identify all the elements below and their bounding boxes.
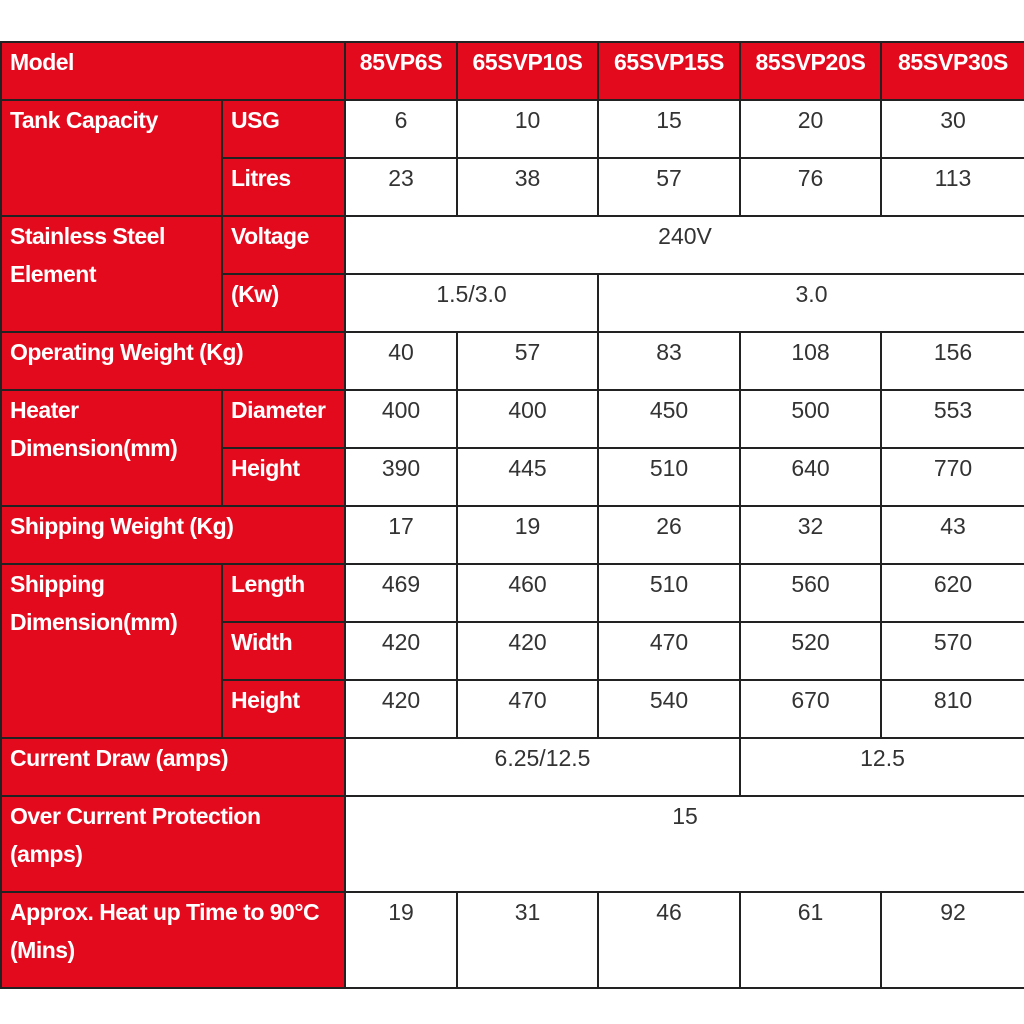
- model-header-label: Model: [1, 42, 345, 100]
- table-cell: 500: [740, 390, 881, 448]
- table-cell: 23: [345, 158, 457, 216]
- table-cell: 26: [598, 506, 740, 564]
- model-header: 85VP6S: [345, 42, 457, 100]
- table-cell: 620: [881, 564, 1024, 622]
- table-cell: 770: [881, 448, 1024, 506]
- current-draw-small: 6.25/12.5: [345, 738, 740, 796]
- table-cell: 30: [881, 100, 1024, 158]
- table-cell: 43: [881, 506, 1024, 564]
- table-cell: 156: [881, 332, 1024, 390]
- model-header: 65SVP15S: [598, 42, 740, 100]
- table-cell: 400: [345, 390, 457, 448]
- length-unit-label: Length: [222, 564, 345, 622]
- table-cell: 640: [740, 448, 881, 506]
- spec-table: [0, 41, 1024, 989]
- table-cell: 560: [740, 564, 881, 622]
- shipping-dimension-label: Shipping Dimension(mm): [1, 564, 222, 738]
- current-draw-row: [1, 738, 1024, 796]
- table-cell: 420: [457, 622, 598, 680]
- table-cell: 450: [598, 390, 740, 448]
- table-cell: 108: [740, 332, 881, 390]
- table-cell: 57: [457, 332, 598, 390]
- table-cell: 420: [345, 680, 457, 738]
- table-cell: 19: [457, 506, 598, 564]
- table-cell: 15: [598, 100, 740, 158]
- voltage-value: 240V: [345, 216, 1024, 274]
- table-cell: 469: [345, 564, 457, 622]
- height-unit-label: Height: [222, 448, 345, 506]
- voltage-unit-label: Voltage: [222, 216, 345, 274]
- shipping-weight-row: [1, 506, 1024, 564]
- table-cell: 61: [740, 892, 881, 988]
- kw-value-large: 3.0: [598, 274, 1024, 332]
- table-cell: 510: [598, 564, 740, 622]
- current-draw-large: 12.5: [740, 738, 1024, 796]
- over-current-value: 15: [345, 796, 1024, 892]
- model-header: 85SVP20S: [740, 42, 881, 100]
- element-label: Stainless Steel Element: [1, 216, 222, 332]
- element-voltage-row: [1, 216, 1024, 274]
- kw-value-small: 1.5/3.0: [345, 274, 598, 332]
- shipping-length-row: [1, 564, 1024, 622]
- table-cell: 20: [740, 100, 881, 158]
- tank-capacity-label: Tank Capacity: [1, 100, 222, 216]
- table-cell: 19: [345, 892, 457, 988]
- operating-weight-row: [1, 332, 1024, 390]
- table-cell: 553: [881, 390, 1024, 448]
- header-row: [1, 42, 1024, 100]
- table-cell: 32: [740, 506, 881, 564]
- shipping-height-unit-label: Height: [222, 680, 345, 738]
- table-cell: 470: [598, 622, 740, 680]
- table-cell: 520: [740, 622, 881, 680]
- model-header: 65SVP10S: [457, 42, 598, 100]
- table-cell: 10: [457, 100, 598, 158]
- table-cell: 113: [881, 158, 1024, 216]
- table-cell: 76: [740, 158, 881, 216]
- over-current-row: [1, 796, 1024, 892]
- table-cell: 6: [345, 100, 457, 158]
- current-draw-label: Current Draw (amps): [1, 738, 345, 796]
- table-cell: 460: [457, 564, 598, 622]
- table-cell: 38: [457, 158, 598, 216]
- heat-up-label: Approx. Heat up Time to 90°C (Mins): [1, 892, 345, 988]
- kw-unit-label: (Kw): [222, 274, 345, 332]
- heater-dimension-label: Heater Dimension(mm): [1, 390, 222, 506]
- table-cell: 17: [345, 506, 457, 564]
- width-unit-label: Width: [222, 622, 345, 680]
- table-cell: 31: [457, 892, 598, 988]
- table-cell: 400: [457, 390, 598, 448]
- over-current-label: Over Current Protection (amps): [1, 796, 345, 892]
- table-cell: 40: [345, 332, 457, 390]
- shipping-weight-label: Shipping Weight (Kg): [1, 506, 345, 564]
- model-header: 85SVP30S: [881, 42, 1024, 100]
- diameter-unit-label: Diameter: [222, 390, 345, 448]
- table-cell: 46: [598, 892, 740, 988]
- table-cell: 510: [598, 448, 740, 506]
- table-cell: 570: [881, 622, 1024, 680]
- usg-unit-label: USG: [222, 100, 345, 158]
- table-cell: 445: [457, 448, 598, 506]
- operating-weight-label: Operating Weight (Kg): [1, 332, 345, 390]
- table-cell: 670: [740, 680, 881, 738]
- table-cell: 810: [881, 680, 1024, 738]
- table-cell: 57: [598, 158, 740, 216]
- table-cell: 92: [881, 892, 1024, 988]
- table-cell: 390: [345, 448, 457, 506]
- tank-usg-row: [1, 100, 1024, 158]
- table-cell: 420: [345, 622, 457, 680]
- table-cell: 470: [457, 680, 598, 738]
- table-cell: 83: [598, 332, 740, 390]
- litres-unit-label: Litres: [222, 158, 345, 216]
- heat-up-row: [1, 892, 1024, 988]
- table-cell: 540: [598, 680, 740, 738]
- heater-diameter-row: [1, 390, 1024, 448]
- spec-table-container: [0, 41, 1024, 989]
